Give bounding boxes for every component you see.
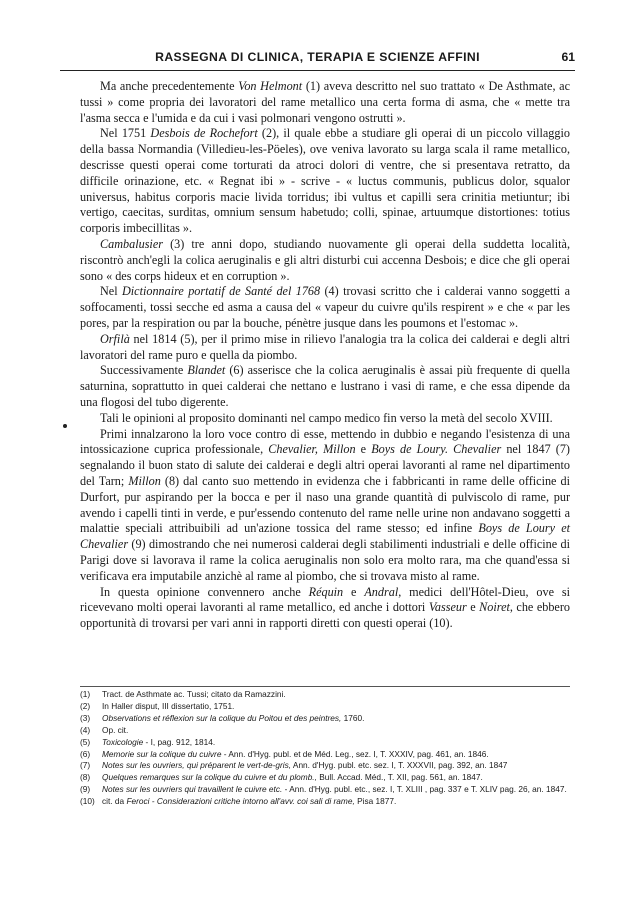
cited-author: Orfilà xyxy=(100,331,130,346)
page-number: 61 xyxy=(561,50,575,64)
footnote: (7) Notes sur les ouvriers, qui préparent le vert-de-gris, Ann. d'Hyg. publ. etc. sez. I, T. XXXVII, pag. 392, an. 1847 xyxy=(80,760,508,771)
cited-author: Boys de Loury et Chevalier xyxy=(80,521,571,552)
cited-author: Cambalusier xyxy=(100,236,163,251)
footnote-number: (5) xyxy=(80,736,91,747)
footnote: (9) Notes sur les ouvriers qui travaillent le cuivre etc. - Ann. d'Hyg. publ. etc., sez. I, T. XLIII , pag. 337 e T. XLIV pag. 26, an. 1847. xyxy=(80,784,567,795)
paragraph: In questa opinione convennero anche Réquin e Andral, medici dell'Hôtel-Dieu, ove si ricevevano molti operai lavoranti al rame metallico, ed anche i dottori Vasseur e Noiret, che ebbero opportunità di trovarsi per vari anni in rapporti diretti con questi operai (10). xyxy=(80,584,571,631)
cited-author: Andral xyxy=(364,584,399,599)
footnote: (10) cit. da Feroci - Considerazioni critiche intorno all'avv. coi sali di rame, Pisa 1877. xyxy=(80,796,397,807)
footnote-number: (6) xyxy=(80,748,91,759)
footnote-number: (2) xyxy=(80,700,91,711)
paragraph: Nel Dictionnaire portatif de Santé del 1768 (4) trovasi scritto che i calderai vanno soggetti a soffocamenti, tossi secche ed asma a causa del « vapeur du cuivre qu'ils respirent » e che « par les pores, par la respiration ou par la bouche, pénètre jusque dans les poumons et l'estomac ». xyxy=(80,284,570,330)
paragraph: Orfilà nel 1814 (5), per il primo mise in rilievo l'analogia tra la colica dei calderai e degli altri lavoratori del rame puro e quella da piombo. xyxy=(80,331,570,362)
footnote-number: (1) xyxy=(80,689,91,699)
footnotes xyxy=(80,686,570,808)
footnote: (3) Observations et réflexion sur la colique du Poitou et des peintres, 1760. xyxy=(80,712,365,723)
footnote-number: (3) xyxy=(80,712,91,723)
footnote: (8) Quelques remarques sur la colique du cuivre et du plomb., Bull. Accad. Méd., T. XII, pag. 561, an. 1847. xyxy=(80,772,483,783)
footnote-number: (8) xyxy=(80,772,91,783)
footnote-number: (9) xyxy=(80,784,91,795)
cited-author: Noiret xyxy=(479,600,510,615)
cited-author: Vasseur xyxy=(428,600,467,615)
cited-author: Millon xyxy=(128,473,161,488)
margin-dot xyxy=(63,424,67,428)
footnote: (2) In Haller disput, III dissertatio, 1751. xyxy=(80,700,235,711)
cited-author: Réquin xyxy=(308,584,344,599)
cited-work: Dictionnaire portatif de Santé del 1768 xyxy=(121,284,321,299)
paragraph: Cambalusier (3) tre anni dopo, studiando nuovamente gli operai della suddetta località, riscontrò anch'egli la colica aeruginalis e gli altri disturbi cui accenna Desbois; e dice che gli operai sono « des corps hideux et en corruption ». xyxy=(80,236,570,283)
cited-author: Blandet xyxy=(187,363,226,378)
paragraph: Tali le opinioni al proposito dominanti nel campo medico fin verso la metà del secolo XVIII. xyxy=(100,410,553,425)
running-header xyxy=(60,50,575,71)
paragraph: Ma anche precedentemente Von Helmont (1) aveva descritto nel suo trattato « De Asthmate, ac tussi » come propria dei lavoratori del rame metallico una certa forma di asma, che « mette tra l'asma secca e l'umida e da cui i vasi polmonari vengono ostrutti ». xyxy=(80,79,570,125)
footnote-number: (4) xyxy=(80,724,91,735)
footnote: (6) Memorie sur la colique du cuivre - Ann. d'Hyg. publ. et de Méd. Leg., sez. I, T. XXXIV, pag. 461, an. 1846. xyxy=(80,748,489,759)
footnote-number: (7) xyxy=(80,760,91,771)
paragraph: Primi innalzarono la loro voce contro di esse, mettendo in dubbio e negando l'esistenza di una intossicazione cuprica professionale, Chevalier, Millon e Boys de Loury. Chevalier nel 1847 (7) segnalando il buon stato di salute dei calderai e degli altri operai lavoranti al rame nel dipartimento del Tarn; Millon (8) dal canto suo mettendo in evidenza che i fabbricanti in rame delle officine di Durfort, pur aspirando per la bocca e per il naso una grande quantità di pulviscolo di rame, pur avendo i capelli tinti in verde, e pur'essendo contenuto del rame nelle urine non andavano soggetti a malattie speciali attribuibili ad un'azione tossica del rame stesso; ed infine Boys de Loury et Chevalier (9) dimostrando che nei numerosi calderai degli stabilimenti industriali e delle officine di Parigi dove si lavorava il rame la colica aeruginalis non solo era molto rara, ma che quand'essa si verificava era imputabile anzichè al rame al piombo, che si trovava misto al rame. xyxy=(80,426,571,583)
paragraph: Successivamente Blandet (6) asserisce che la colica aeruginalis è assai più frequente di quella saturnina, soprattutto in quei calderai che nettano e lustrano i vasi di rame, e che essa dipende da una flogosi del tubo digerente. xyxy=(80,363,570,409)
journal-title: RASSEGNA DI CLINICA, TERAPIA E SCIENZE AFFINI xyxy=(155,50,480,64)
footnote-number: (10) xyxy=(80,796,95,807)
footnote: (4) Op. cit. xyxy=(80,724,129,735)
footnote: (5) Toxicologie - I, pag. 912, 1814. xyxy=(80,736,216,747)
article-body xyxy=(80,79,570,632)
cited-author: Von Helmont xyxy=(238,79,303,93)
cited-author: Boys de Loury. Chevalier xyxy=(371,442,502,457)
paragraph: Nel 1751 Desbois de Rochefort (2), il quale ebbe a studiare gli operai di un piccolo villaggio della bassa Normandia (Villedieu-les-Pöeles), ove veniva lavorato su larga scala il rame metallico, descrisse questi operai come torturati da atroci dolori di ventre, che si presentava retratto, da difficile orinazione, etc. « Regnat ibi » - scrive - « luctus communis, publicus dolor, squalor universus, habitus corporis macie livida torridus; ibi vultus et capilli sera crinitia metiuntur; ibi vertigo, caecitas, surditas, omnium sensum habetudo; colli, spinae, artuumque distortiones: totius corporis imbecillitas ». xyxy=(80,126,570,236)
cited-author: Desbois de Rochefort xyxy=(150,126,258,141)
cited-author: Chevalier, Millon xyxy=(268,442,356,457)
footnote: (1) Tract. de Asthmate ac. Tussi; citato da Ramazzini. xyxy=(80,689,286,699)
